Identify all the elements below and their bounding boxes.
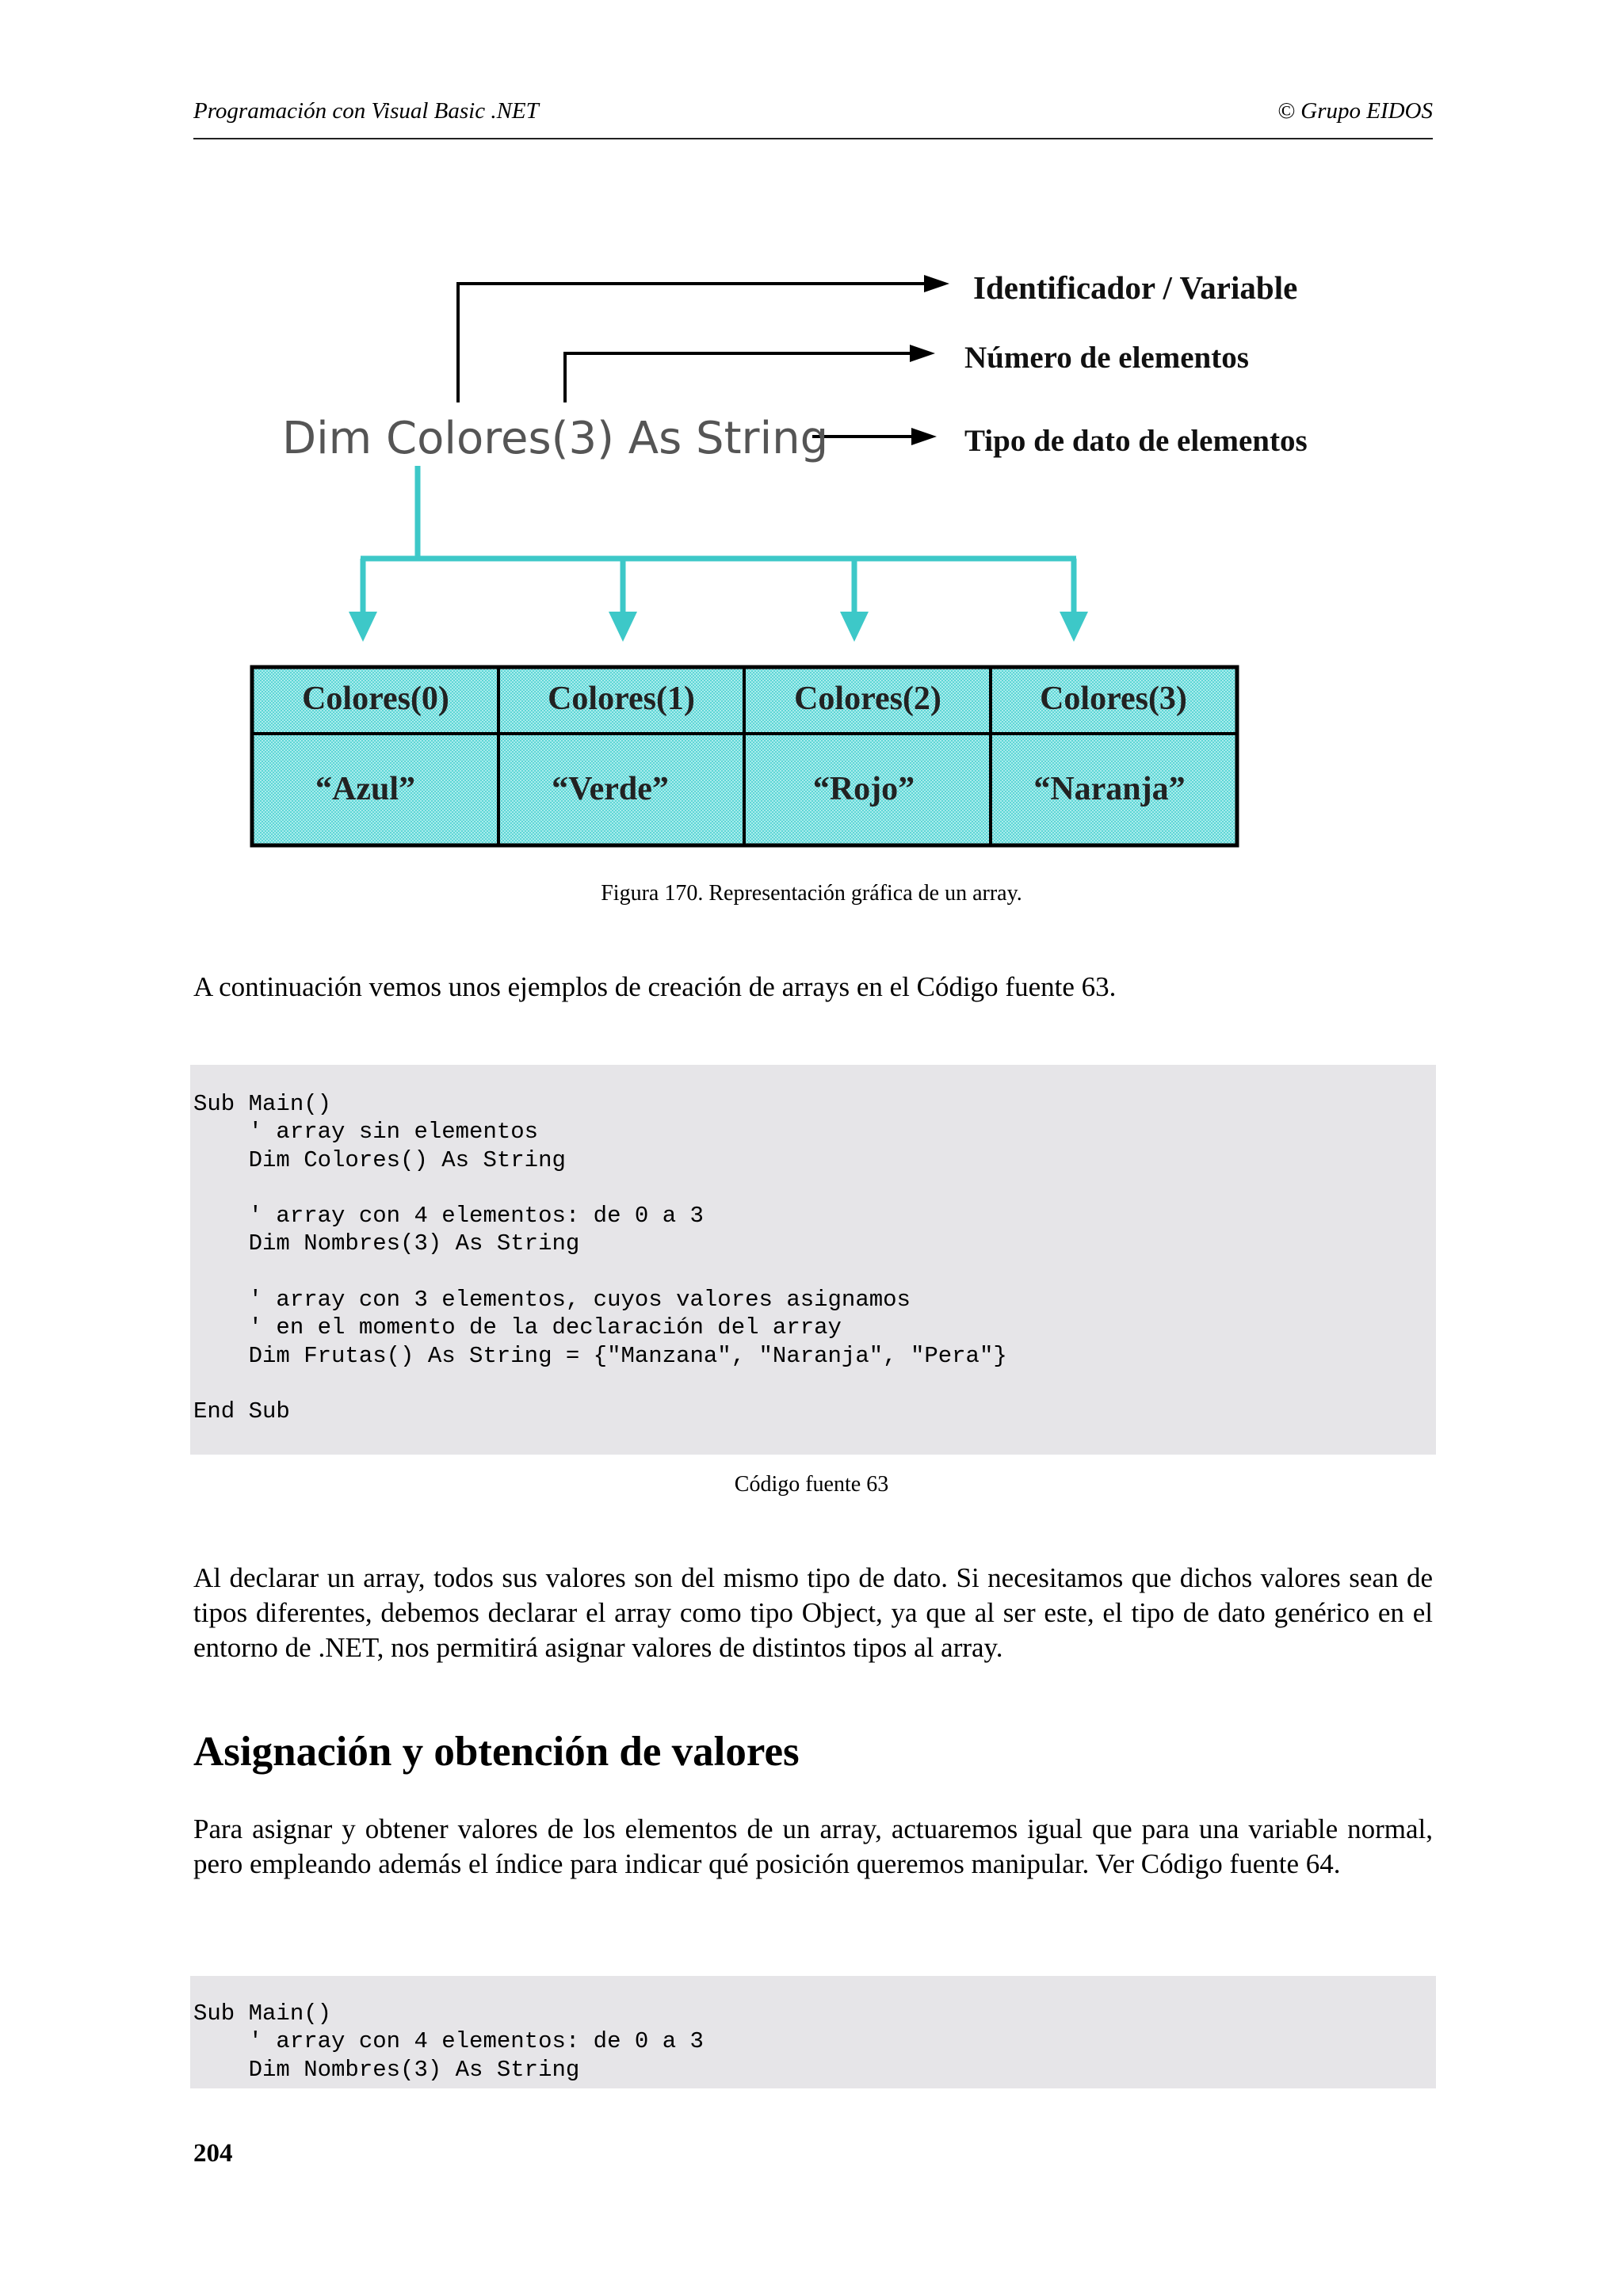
code-line [193, 1370, 1436, 1398]
page-number: 204 [193, 2139, 233, 2168]
arrow-right-icon [910, 345, 935, 362]
cell-value-1: “Verde” [552, 771, 669, 807]
code-line: ' array con 4 elementos: de 0 a 3 [193, 2028, 704, 2055]
cell-value-3: “Naranja” [1033, 771, 1186, 807]
section-heading: Asignación y obtención de valores [193, 1729, 800, 1775]
code-line: End Sub [193, 1398, 290, 1425]
code-line: ' en el momento de la declaración del array [193, 1314, 842, 1341]
label-element-count: Número de elementos [964, 341, 1249, 375]
code-line [193, 1258, 1436, 1286]
code-line: Sub Main() [193, 1091, 332, 1117]
code-line: ' array con 3 elementos, cuyos valores asignamos [193, 1287, 911, 1314]
figure-caption: Figura 170. Representación gráfica de un array. [601, 881, 1022, 906]
cell-name-2: Colores(2) [794, 681, 941, 717]
arrow-down-icon [349, 612, 377, 642]
cell-name-3: Colores(3) [1040, 681, 1187, 717]
code-block-64 [190, 1976, 1436, 2088]
code-caption: Código fuente 63 [734, 1472, 889, 1497]
cell-value-2: “Rojo” [812, 771, 915, 807]
array-diagram [0, 0, 1623, 871]
code-line: Sub Main() [193, 2000, 332, 2027]
arrow-down-icon [609, 612, 637, 642]
cell-name-0: Colores(0) [302, 681, 449, 717]
body-paragraph: Para asignar y obtener valores de los elementos de un array, actuaremos igual que para una variable normal, pero empleando además el índice para indicar qué posición queremos manipular. Ver Código fuente 64. [193, 1814, 1433, 1879]
identifier-connector [458, 284, 927, 402]
running-header-publisher: © Grupo EIDOS [1277, 98, 1433, 124]
code-line: Dim Frutas() As String = {"Manzana", "Naranja", "Pera"} [193, 1342, 1007, 1369]
label-data-type: Tipo de dato de elementos [964, 424, 1308, 458]
code-line: Dim Nombres(3) As String [193, 1230, 580, 1257]
code-line: ' array con 4 elementos: de 0 a 3 [193, 1203, 704, 1230]
label-identifier: Identificador / Variable [973, 269, 1298, 306]
code-line [193, 1174, 1436, 1202]
arrow-down-icon [840, 612, 869, 642]
body-paragraph: Al declarar un array, todos sus valores son del mismo tipo de dato. Si necesitamos que dichos valores sean de tipos diferentes, debemos declarar el array como tipo Object, ya que al ser este, el tipo de dato genérico en el entorno de .NET, nos permitirá asignar valores de distintos tipos al array. [193, 1562, 1433, 1663]
intro-paragraph: A continuación vemos unos ejemplos de creación de arrays en el Código fuente 63. [193, 971, 1117, 1002]
code-line: ' array sin elementos [193, 1119, 539, 1146]
code-line: Dim Nombres(3) As String [193, 2056, 580, 2083]
count-connector [565, 353, 911, 402]
code-block-63 [190, 1065, 1436, 1455]
arrow-down-icon [1060, 612, 1088, 642]
running-header-title: Programación con Visual Basic .NET [193, 98, 539, 124]
cell-value-0: “Azul” [315, 771, 415, 807]
declaration-text: Dim Colores(3) As String [282, 413, 829, 464]
code-line: Dim Colores() As String [193, 1146, 566, 1173]
cell-name-1: Colores(1) [548, 681, 695, 717]
arrow-right-icon [924, 275, 949, 292]
arrow-right-icon [911, 428, 937, 445]
cyan-drop-arrows [349, 559, 1088, 642]
